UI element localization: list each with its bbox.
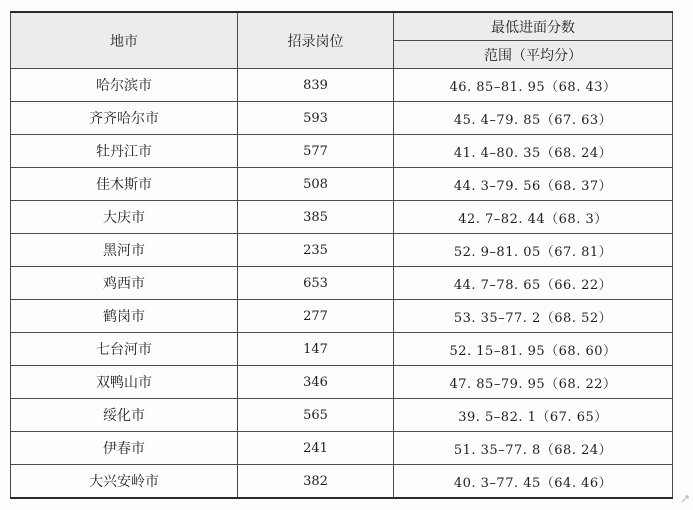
cell-positions: 653	[238, 267, 394, 300]
table-row	[11, 465, 673, 499]
cell-positions: 385	[238, 201, 394, 234]
cell-city: 佳木斯市	[11, 168, 238, 201]
table-body	[11, 69, 673, 499]
cell-city: 伊春市	[11, 432, 238, 465]
cell-positions: 241	[238, 432, 394, 465]
table-row	[11, 201, 673, 234]
cell-city: 哈尔滨市	[11, 69, 238, 102]
cell-positions: 593	[238, 102, 394, 135]
cell-positions: 577	[238, 135, 394, 168]
cell-score-range: 41. 4–80. 35（68. 24）	[394, 135, 673, 168]
cell-score-range: 52. 15–81. 95（68. 60）	[394, 333, 673, 366]
cell-score-range: 44. 7–78. 65（66. 22）	[394, 267, 673, 300]
cell-positions: 235	[238, 234, 394, 267]
cell-score-range: 51. 35–77. 8（68. 24）	[394, 432, 673, 465]
header-positions: 招录岗位	[238, 12, 394, 69]
cell-city: 七台河市	[11, 333, 238, 366]
cell-city: 大庆市	[11, 201, 238, 234]
cell-city: 双鸭山市	[11, 366, 238, 399]
cell-score-range: 44. 3–79. 56（68. 37）	[394, 168, 673, 201]
cell-score-range: 53. 35–77. 2（68. 52）	[394, 300, 673, 333]
cell-positions: 382	[238, 465, 394, 499]
exam-score-table	[10, 11, 673, 499]
cell-positions: 346	[238, 366, 394, 399]
table-row	[11, 102, 673, 135]
cell-positions: 147	[238, 333, 394, 366]
table-row	[11, 300, 673, 333]
cell-city: 鹤岗市	[11, 300, 238, 333]
cell-score-range: 42. 7–82. 44（68. 3）	[394, 201, 673, 234]
cell-city: 绥化市	[11, 399, 238, 432]
cell-positions: 508	[238, 168, 394, 201]
cell-city: 齐齐哈尔市	[11, 102, 238, 135]
header-min-score: 最低进面分数	[394, 12, 673, 41]
table-row	[11, 267, 673, 300]
cell-score-range: 46. 85–81. 95（68. 43）	[394, 69, 673, 102]
table-row	[11, 432, 673, 465]
table-row	[11, 168, 673, 201]
cell-positions: 277	[238, 300, 394, 333]
cell-score-range: 52. 9–81. 05（67. 81）	[394, 234, 673, 267]
cell-city: 黑河市	[11, 234, 238, 267]
cell-city: 鸡西市	[11, 267, 238, 300]
cell-score-range: 40. 3–77. 45（64. 46）	[394, 465, 673, 499]
header-range: 范围（平均分）	[394, 41, 673, 69]
table-row	[11, 234, 673, 267]
table-row	[11, 69, 673, 102]
header-city: 地市	[11, 12, 238, 69]
cell-score-range: 47. 85–79. 95（68. 22）	[394, 366, 673, 399]
table-row	[11, 135, 673, 168]
table-header	[11, 12, 673, 69]
table-row	[11, 399, 673, 432]
cell-score-range: 39. 5–82. 1（67. 65）	[394, 399, 673, 432]
cell-city: 牡丹江市	[11, 135, 238, 168]
table-row	[11, 366, 673, 399]
cell-positions: 565	[238, 399, 394, 432]
expand-corner-icon	[680, 494, 690, 504]
cell-city: 大兴安岭市	[11, 465, 238, 499]
header-row	[11, 12, 673, 41]
cell-positions: 839	[238, 69, 394, 102]
cell-score-range: 45. 4–79. 85（67. 63）	[394, 102, 673, 135]
table-row	[11, 333, 673, 366]
